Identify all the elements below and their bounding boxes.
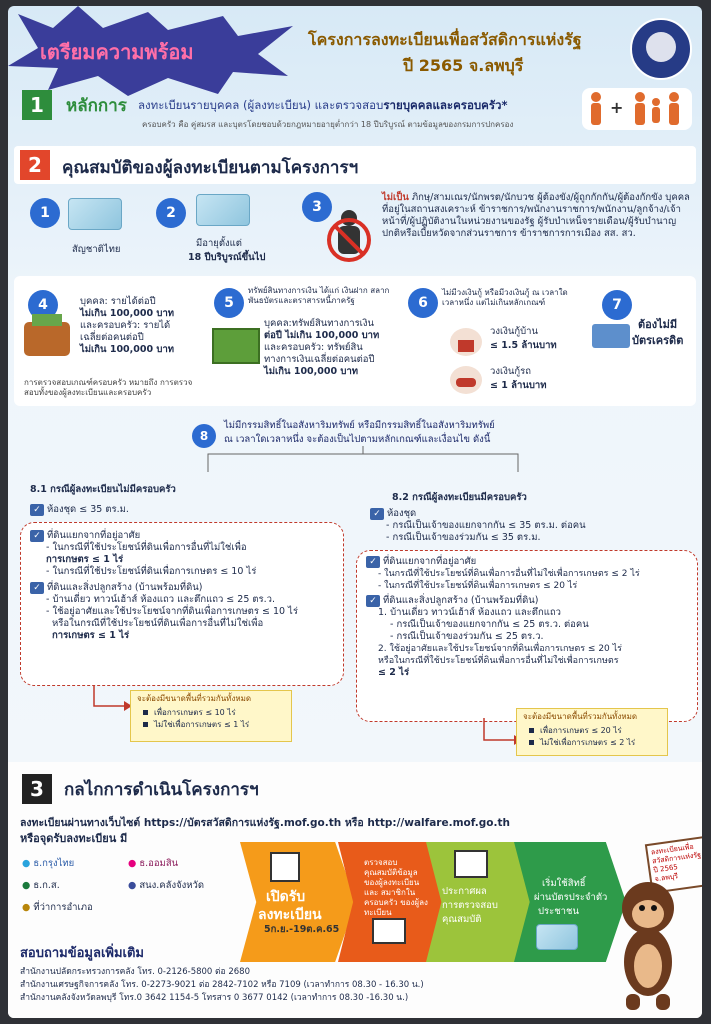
q6-house-l2: ≤ 1.5 ล้านบาท <box>490 340 557 351</box>
q8-number: 8 <box>192 424 216 448</box>
q4-note: การตรวจสอบเกณฑ์ครอบครัว หมายถึง การตรวจสอบทั้งของผู้ลงทะเบียนและครอบครัว <box>24 378 193 397</box>
q4-l5: ไม่เกิน 100,000 บาท <box>80 344 175 355</box>
q6-car-l2: ≤ 1 ล้านบาท <box>490 380 547 391</box>
contact-list <box>20 966 600 1005</box>
q5-l1: บุคคล:ทรัพย์สินทางการเงิน <box>264 318 375 329</box>
treasury-icon: ● <box>128 880 137 891</box>
q5-l2: ต่อปี ไม่เกิน 100,000 บาท <box>264 330 380 341</box>
citizen-id-icon <box>536 924 578 950</box>
q5-head: ทรัพย์สินทางการเงิน ได้แก่ เงินฝาก สลาก พันธบัตรและตราสารหนี้ภาครัฐ <box>248 286 390 305</box>
s81-note-2: ไม่ใช่เพื่อการเกษตร ≤ 1 ไร่ <box>154 720 250 729</box>
monkey-mascot-icon <box>596 876 696 1012</box>
id-card-age-icon <box>196 194 250 226</box>
step4-l1: เริ่มใช้สิทธิ์ <box>542 878 586 889</box>
gsb-icon: ● <box>128 858 137 869</box>
q3-text-wrap <box>382 192 692 240</box>
s82-condo-block <box>370 508 690 544</box>
point-baac-label: ธ.ก.ส. <box>33 880 60 891</box>
step4-l2: ผ่านบัตรประจำตัว <box>534 892 608 903</box>
section1-text: ลงทะเบียนรายบุคคล (ผู้ลงทะเบียน) และตรวจสอบ <box>138 98 384 112</box>
s81-condo: ห้องชุด ≤ 35 ตร.ม. <box>47 504 129 515</box>
s81-arrow <box>92 686 132 716</box>
s82-content <box>366 556 694 679</box>
section1-number: 1 <box>22 90 52 120</box>
step1-l1: เปิดรับ <box>266 889 306 905</box>
s82-note-head: จะต้องมีขนาดพื้นที่รวมกันทั้งหมด <box>523 712 638 721</box>
section3-register-text-2: หรือจุดรับลงทะเบียน มี <box>20 832 128 845</box>
q2-number: 2 <box>156 198 186 228</box>
s82-build-1a: - กรณีเป็นเจ้าของแยกจากกัน ≤ 25 ตร.ว. ต่อคน <box>390 619 589 630</box>
section1-heading: หลักการ <box>66 96 127 116</box>
s82-note-1: เพื่อการเกษตร ≤ 20 ไร่ <box>540 726 622 735</box>
point-ktb-label: ธ.กรุงไทย <box>33 858 75 869</box>
section3-register-text: ลงทะเบียนผ่านทางเว็บไซต์ https://บัตรสวัสดิการแห่งรัฐ.mof.go.th หรือ http://walfare.mof.go.th <box>20 817 510 829</box>
s82-condo-b: - กรณีเป็นเจ้าของร่วมกัน ≤ 35 ตร.ม. <box>386 532 541 543</box>
q4-l2: ไม่เกิน 100,000 บาท <box>80 308 175 319</box>
q4-text <box>80 296 200 356</box>
q5-l3: และครอบครัว: ทรัพย์สิน <box>264 342 363 353</box>
s82-build-head: ที่ดินและสิ่งปลูกสร้าง (บ้านพร้อมที่ดิน) <box>383 595 539 606</box>
bullet <box>529 740 534 745</box>
q6-car-l1: วงเงินกู้รถ <box>490 366 531 377</box>
s81-land-b: - ในกรณีที่ใช้ประโยชน์ที่ดินเพื่อการเกษตร ≤ 10 ไร่ <box>46 566 257 577</box>
q4-l3: และครอบครัว: รายได้ <box>80 320 171 331</box>
q7-number: 7 <box>602 290 632 320</box>
q7-l1: ต้องไม่มี <box>638 318 678 331</box>
s82-build-2c: ≤ 2 ไร่ <box>378 667 410 678</box>
s81-note-head: จะต้องมีขนาดพื้นที่รวมกันทั้งหมด <box>137 694 252 703</box>
s82-note-2: ไม่ใช่เพื่อการเกษตร ≤ 2 ไร่ <box>540 738 636 747</box>
step3-l1: ประกาศผล <box>442 886 487 897</box>
q5-l5: ไม่เกิน 100,000 บาท <box>264 366 359 377</box>
section1-text-wrap <box>138 97 508 115</box>
s82-build-1b: - กรณีเป็นเจ้าของร่วมกัน ≤ 25 ตร.ว. <box>390 631 544 642</box>
section3-number: 3 <box>22 774 52 804</box>
s81-build-head: ที่ดินและสิ่งปลูกสร้าง (บ้านพร้อมที่ดิน) <box>47 582 203 593</box>
s82-build-2b: หรือในกรณีที่ใช้ประโยชน์ที่ดินเพื่อการอื่นที่ไม่ใช่เพื่อการเกษตร <box>378 656 619 666</box>
check-icon: ✓ <box>30 504 44 516</box>
s81-build-b1: - ใช้อยู่อาศัยและใช้ประโยชน์จากที่ดินเพื่อการเกษตร ≤ 10 ไร่ <box>46 606 298 617</box>
q3-bold: ไม่เป็น <box>382 192 409 203</box>
bullet <box>143 710 148 715</box>
money-icon <box>212 328 260 364</box>
s81-land-a1: - ในกรณีที่ใช้ประโยชน์ที่ดินเพื่อการอื่นที่ไม่ใช่เพื่อ <box>46 542 247 553</box>
contact-2: สำนักงานเศรษฐกิจการคลัง โทร. 0-2273-9021 ต่อ 2842-7102 หรือ 7109 (เวลาทำการ 08.30 - 16.30 น.) <box>20 980 424 990</box>
family-icon-card <box>582 88 692 130</box>
q3-number: 3 <box>302 192 332 222</box>
form-icon <box>270 852 300 882</box>
q4-number: 4 <box>28 290 58 320</box>
q4-l4: เฉลี่ยต่อคนต่อปี <box>80 332 144 343</box>
check-icon: ✓ <box>30 530 44 542</box>
header-badge: เตรียมความพร้อม <box>40 40 194 64</box>
baac-icon: ● <box>22 880 31 891</box>
s81-condo-row <box>30 504 129 516</box>
point-baac <box>22 880 60 892</box>
bullet <box>529 728 534 733</box>
point-district-label: ที่ว่าการอำเภอ <box>33 902 93 913</box>
car-icon <box>450 366 482 394</box>
prohibited-person-icon <box>324 206 374 266</box>
q8-intro-2: ณ เวลาใดเวลาหนึ่ง จะต้องเป็นไปตามหลักเกณฑ์และเงื่อนไข ดังนี้ <box>224 434 491 445</box>
monkey-sign-text: ลงทะเบียนเพื่อ สวัสดิการแห่งรัฐ ปี 2565 จ.ลพบุรี <box>650 842 702 884</box>
q2-label-1: มีอายุตั้งแต่ <box>196 238 242 249</box>
point-gsb-label: ธ.ออมสิน <box>139 858 179 869</box>
s82-condo-a: - กรณีเป็นเจ้าของแยกจากกัน ≤ 35 ตร.ม. ต่อคน <box>386 520 586 531</box>
q7-l2: บัตรเครดิต <box>632 334 684 347</box>
s82-condo: ห้องชุด <box>387 508 417 519</box>
q5-text <box>264 318 402 378</box>
ktb-icon: ● <box>22 858 31 869</box>
contact-1: สำนักงานปลัดกระทรวงการคลัง โทร. 0-2126-5800 ต่อ 2680 <box>20 967 250 977</box>
header-title-2: ปี 2565 จ.ลพบุรี <box>403 56 524 75</box>
q1-label: สัญชาติไทย <box>72 244 121 255</box>
branch-lines <box>148 446 568 476</box>
plus-sign: + <box>610 98 624 117</box>
s82-note-box <box>516 708 668 756</box>
q2-label-2: 18 ปีบริบูรณ์ขึ้นไป <box>188 252 266 263</box>
q3-text: ภิกษุ/สามเณร/นักพรต/นักบวช ผู้ต้องขัง/ผู้ถูกกักกัน/ผู้ต้องกักขัง บุคคลที่อยู่ในสถานสงเคราะห์ ข้าราชการ/พนักงานราชการ/พนักงาน/ลูกจ้าง/เจ้าหน้าที่/ผู้ปฏิบัติงานในหน่วยงานของรัฐ ผู้รับบำเหน็จรายเดือน/ผู้รับบำนาญปกติหรือเบี้ยหวัดจากส่วนราชการ ข้าราชการการเมือง สส. สว. <box>382 192 690 239</box>
id-card-icon <box>68 198 122 230</box>
point-treasury <box>128 880 204 892</box>
s82-land-head: ที่ดินแยกจากที่อยู่อาศัย <box>383 556 477 567</box>
step3-l3: คุณสมบัติ <box>442 914 482 925</box>
s81-build-a: - บ้านเดี่ยว ทาวน์เฮ้าส์ ห้องแถว และตึกแถว ≤ 25 ตร.ว. <box>46 594 276 605</box>
section1-footnote: ครอบครัว คือ คู่สมรส และบุตรโดยชอบด้วยกฎหมายอายุต่ำกว่า 18 ปีบริบูรณ์ ตามข้อมูลของกรมการปกครอง <box>142 120 514 129</box>
s82-title: 8.2 กรณีผู้ลงทะเบียนมีครอบครัว <box>392 492 527 503</box>
contact-3: สำนักงานคลังจังหวัดลพบุรี โทร.0 3642 1154-5 โทรสาร 0 3677 0142 (เวลาทำการ 08.30 -16.30 น.) <box>20 993 409 1003</box>
house-icon <box>450 328 482 356</box>
q6-house-l1: วงเงินกู้บ้าน <box>490 326 538 337</box>
wallet-icon <box>24 322 70 356</box>
section3-heading: กลไกการดำเนินโครงการฯ <box>64 780 259 800</box>
section2-heading: คุณสมบัติของผู้ลงทะเบียนตามโครงการฯ <box>62 158 359 178</box>
header-title-1: โครงการลงทะเบียนเพื่อสวัสดิการแห่งรัฐ <box>308 30 582 49</box>
point-gsb <box>128 858 178 870</box>
s82-land-b: - ในกรณีที่ใช้ประโยชน์ที่ดินเพื่อการเกษตร ≤ 20 ไร่ <box>378 581 578 591</box>
step1-date: 5ก.ย.-19ต.ค.65 <box>264 924 340 935</box>
bullet <box>143 722 148 727</box>
q4-l1: บุคคล: รายได้ต่อปี <box>80 296 156 307</box>
check-icon: ✓ <box>30 582 44 594</box>
section1-text-bold: รายบุคคลและครอบครัว* <box>383 98 508 112</box>
q8-intro-1: ไม่มีกรรมสิทธิ์ในอสังหาริมทรัพย์ หรือมีกรรมสิทธิ์ในอสังหาริมทรัพย์ <box>224 420 495 431</box>
s81-note-1: เพื่อการเกษตร ≤ 10 ไร่ <box>154 708 236 717</box>
credit-card-icon <box>592 324 630 348</box>
s82-land-a: - ในกรณีที่ใช้ประโยชน์ที่ดินเพื่อการอื่นที่ไม่ใช่เพื่อการเกษตร ≤ 2 ไร่ <box>378 569 640 579</box>
q1-number: 1 <box>30 198 60 228</box>
check-icon: ✓ <box>366 556 380 568</box>
q6-head: ไม่มีวงเงินกู้ หรือมีวงเงินกู้ ณ เวลาใดเวลาหนึ่ง แต่ไม่เกินหลักเกณฑ์ <box>442 288 568 307</box>
s81-land-head: ที่ดินแยกจากที่อยู่อาศัย <box>47 530 141 541</box>
point-ktb <box>22 858 74 870</box>
q6-number: 6 <box>408 288 438 318</box>
s81-build-b2: หรือในกรณีที่ใช้ประโยชน์ที่ดินเพื่อการอื่นที่ไม่ใช่เพื่อ <box>52 618 264 629</box>
point-district <box>22 902 93 914</box>
announce-icon <box>454 850 488 878</box>
check-icon: ✓ <box>370 508 384 520</box>
poster <box>8 6 702 1018</box>
monitor-icon <box>372 918 406 944</box>
contact-heading: สอบถามข้อมูลเพิ่มเติม <box>20 946 145 961</box>
s82-build-2a: 2. ใช้อยู่อาศัยและใช้ประโยชน์จากที่ดินเพื่อการเกษตร ≤ 20 ไร่ <box>378 644 623 654</box>
s81-build-b3: การเกษตร ≤ 1 ไร่ <box>52 630 130 641</box>
s81-note-box <box>130 690 292 742</box>
s81-land-a2: การเกษตร ≤ 1 ไร่ <box>46 554 124 565</box>
ministry-seal-icon <box>630 18 692 80</box>
section2-number: 2 <box>20 150 50 180</box>
s81-title: 8.1 กรณีผู้ลงทะเบียนไม่มีครอบครัว <box>30 484 176 495</box>
q5-l4: ทางการเงินเฉลี่ยต่อคนต่อปี <box>264 354 375 365</box>
step2-text: ตรวจสอบ คุณสมบัติข้อมูล ของผู้ลงทะเบียนและ สมาชิกในครอบครัว ของผู้ลงทะเบียน <box>364 858 428 917</box>
s82-build-1: 1. บ้านเดี่ยว ทาวน์เฮ้าส์ ห้องแถว และตึกแถว <box>378 607 561 618</box>
s81-content <box>30 530 336 642</box>
point-treasury-label: สนง.คลังจังหวัด <box>139 880 205 891</box>
q5-number: 5 <box>214 288 244 318</box>
check-icon: ✓ <box>366 595 380 607</box>
step4-l3: ประชาชน <box>538 906 579 917</box>
step1-l2: ลงทะเบียน <box>258 907 322 923</box>
district-icon: ● <box>22 902 31 913</box>
family-icon <box>582 88 692 130</box>
step3-l2: การตรวจสอบ <box>442 900 498 911</box>
